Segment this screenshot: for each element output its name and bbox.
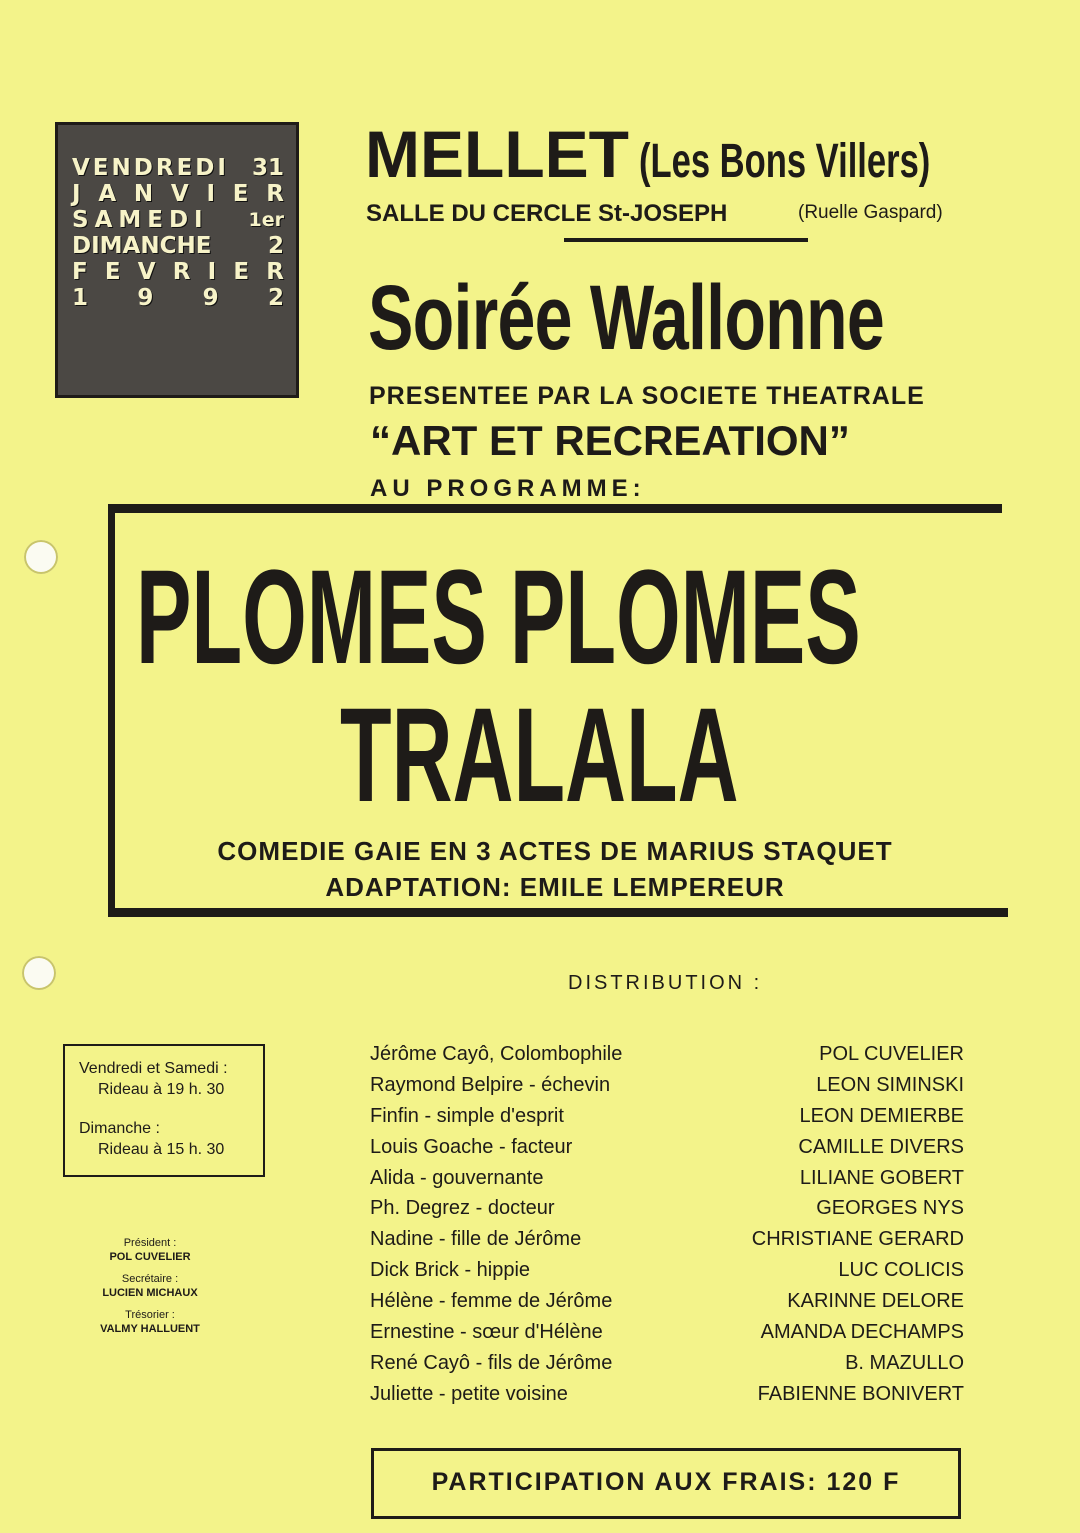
cast-actor: AMANDA DECHAMPS	[760, 1321, 964, 1344]
officer-role: Trésorier :	[125, 1309, 175, 1321]
cast-row	[370, 1039, 964, 1070]
schedule-line: Dimanche :	[79, 1120, 160, 1137]
punch-hole-top	[24, 540, 58, 574]
cast-row	[370, 1348, 964, 1379]
cast-actor: POL CUVELIER	[819, 1043, 964, 1065]
date-num-3: 2	[267, 233, 284, 259]
venue-street: (Ruelle Gaspard)	[798, 202, 943, 223]
cast-role: Dick Brick - hippie	[370, 1259, 531, 1282]
schedule-box	[63, 1044, 265, 1177]
date-char: E	[233, 259, 250, 285]
play-title-line-2: TRALALA	[340, 681, 739, 830]
cast-row	[370, 1379, 964, 1410]
town-name: MELLET	[365, 117, 629, 191]
officer-role: Président :	[123, 1237, 177, 1249]
officers-list	[70, 1236, 230, 1344]
date-char: R	[172, 259, 191, 285]
cast-actor: FABIENNE BONIVERT	[757, 1382, 964, 1405]
cast-row	[370, 1317, 964, 1348]
date-char: 9	[137, 285, 154, 311]
punch-hole-bottom	[22, 956, 56, 990]
cast-role: Jérôme Cayô, Colombophile	[370, 1043, 623, 1065]
frame-bottom-border	[108, 908, 1008, 917]
date-char: V	[170, 181, 189, 207]
cast-actor: LUC COLICIS	[838, 1259, 964, 1282]
cast-role: Juliette - petite voisine	[370, 1382, 568, 1405]
date-char: R	[266, 259, 284, 285]
date-char: I	[207, 259, 217, 285]
cast-role: Ph. Degrez - docteur	[370, 1197, 555, 1220]
date-line-3	[72, 207, 284, 233]
date-char: J	[72, 181, 81, 207]
cast-role: Finfin - simple d'esprit	[370, 1104, 564, 1127]
date-char: 1	[72, 285, 89, 311]
cast-actor: CAMILLE DIVERS	[798, 1135, 964, 1158]
date-line-2	[72, 181, 284, 207]
cast-row	[370, 1163, 964, 1194]
play-title-line-1: PLOMES PLOMES	[136, 543, 861, 692]
date-char: V	[137, 259, 156, 285]
cast-row	[370, 1255, 964, 1286]
cast-list	[370, 1039, 964, 1410]
cast-actor: B. MAZULLO	[845, 1351, 964, 1374]
cast-actor: KARINNE DELORE	[787, 1290, 964, 1313]
schedule-line: Vendredi et Samedi :	[79, 1060, 228, 1077]
cast-actor: CHRISTIANE GERARD	[751, 1228, 964, 1251]
venue-name: SALLE DU CERCLE St-JOSEPH	[366, 200, 728, 227]
officer-name: LUCIEN MICHAUX	[102, 1287, 198, 1299]
date-day-3: DIMANCHE	[72, 233, 212, 259]
date-char: I	[206, 181, 215, 207]
cast-role: Nadine - fille de Jérôme	[370, 1228, 582, 1251]
date-line-5	[72, 259, 284, 285]
event-title: Soirée Wallonne	[368, 267, 884, 369]
date-line-1	[72, 155, 284, 181]
cast-actor: GEORGES NYS	[816, 1197, 964, 1220]
date-line-4	[72, 233, 284, 259]
cast-row	[370, 1070, 964, 1101]
cast-actor: LILIANE GOBERT	[799, 1166, 964, 1189]
play-adaptation: ADAPTATION: EMILE LEMPEREUR	[325, 872, 785, 902]
date-char: E	[104, 259, 121, 285]
schedule-line: Rideau à 19 h. 30	[98, 1081, 225, 1098]
date-num-2: 1er	[248, 209, 284, 231]
cast-row	[370, 1132, 964, 1163]
officer-name: POL CUVELIER	[109, 1251, 191, 1263]
cast-row	[370, 1224, 964, 1255]
date-day-1: VENDREDI	[72, 155, 229, 181]
town-heading	[365, 118, 965, 193]
cast-actor: LEON SIMINSKI	[816, 1073, 964, 1096]
cast-role: Louis Goache - facteur	[370, 1135, 573, 1158]
cast-row	[370, 1193, 964, 1224]
presented-by: PRESENTEE PAR LA SOCIETE THEATRALE	[369, 382, 925, 410]
town-subtitle: (Les Bons Villers)	[638, 135, 931, 188]
cast-role: Ernestine - sœur d'Hélène	[370, 1321, 603, 1344]
officer-name: VALMY HALLUENT	[100, 1323, 200, 1335]
date-block	[55, 122, 299, 398]
date-num-1: 31	[251, 155, 284, 181]
cast-role: Hélène - femme de Jérôme	[370, 1290, 613, 1313]
divider	[564, 238, 808, 242]
date-char: 9	[202, 285, 219, 311]
cast-role: Alida - gouvernante	[370, 1166, 544, 1189]
frame-top-border	[108, 504, 1002, 513]
date-char: 2	[267, 285, 284, 311]
date-day-2: SAMEDI	[72, 207, 209, 233]
cast-role: Raymond Belpire - échevin	[370, 1073, 611, 1096]
programme-label: AU PROGRAMME:	[370, 475, 646, 502]
cast-row	[370, 1101, 964, 1132]
date-char: R	[266, 181, 284, 207]
distribution-label: DISTRIBUTION :	[568, 972, 763, 994]
date-char: F	[72, 259, 88, 285]
schedule-line: Rideau à 15 h. 30	[98, 1141, 225, 1158]
participation-box: PARTICIPATION AUX FRAIS: 120 F	[371, 1448, 961, 1519]
play-genre: COMEDIE GAIE EN 3 ACTES DE MARIUS STAQUET	[217, 836, 893, 866]
officer-role: Secrétaire :	[121, 1273, 179, 1285]
date-char: A	[98, 181, 117, 207]
date-char: N	[133, 181, 154, 207]
date-char: E	[232, 181, 249, 207]
cast-role: René Cayô - fils de Jérôme	[370, 1351, 613, 1374]
cast-row	[370, 1286, 964, 1317]
cast-actor: LEON DEMIERBE	[799, 1104, 964, 1127]
company-name: “ART ET RECREATION”	[370, 417, 850, 464]
date-line-6	[72, 285, 284, 311]
